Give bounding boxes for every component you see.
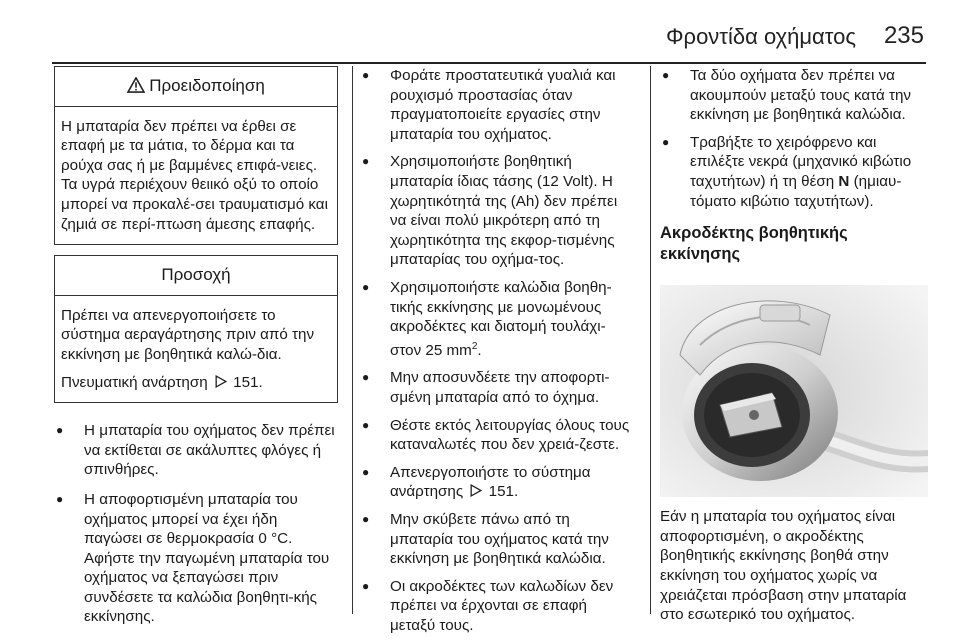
page-number: 235 — [883, 22, 924, 49]
warning-box-header — [55, 67, 337, 107]
jump-start-terminal-image — [660, 285, 928, 497]
list-item: ● Μην αποσυνδέετε την αποφορτι-σμένη μπαταρία από το όχημα. — [360, 368, 636, 407]
warning-box-text: Η μπαταρία δεν πρέπει να έρθει σε επαφή με τα μάτια, το δέρμα και τα ρούχα σας ή με βαμμένες επιφά-νειες. Τα υγρά περιέχουν θειικό οξύ το οποίο μπορεί να προκαλέ-σει τραυματισμό και ζημιά σε περί-πτωση άμεσης επαφής. — [61, 117, 328, 233]
list-item: ● Η αποφορτισμένη μπαταρία του οχήματος μπορεί να έχει ήδη παγώσει σε θερμοκρασία 0 °C. Αφήστε την παγωμένη μπαταρία του οχήματος να ξεπαγώσει πριν συνδέσετε τα καλώδια βοηθητι-κής εκκίνησης. — [54, 490, 338, 627]
bullet-list-right — [660, 66, 928, 211]
jump-start-terminal-icon — [660, 285, 928, 497]
column-middle — [360, 66, 636, 642]
list-item: ● Φοράτε προστατευτικά γυαλιά και ρουχισμό προστασίας όταν πραγματοποιείτε εργασίες στην μπαταρία του οχήματος. — [360, 66, 636, 144]
column-divider — [650, 66, 651, 614]
page-header — [0, 18, 960, 58]
cable-text: Χρησιμοποιήστε καλώδια βοηθη-τικής εκκίνησης με μονωμένους ακροδέκτες και διατομή τουλάχι-στον 25 mm — [390, 278, 612, 359]
list-item: ● Η μπαταρία του οχήματος δεν πρέπει να εκτίθεται σε ακάλυπτες φλόγες ή σπινθήρες. — [54, 421, 338, 480]
caution-box-reference — [61, 373, 329, 393]
list-item — [360, 278, 636, 360]
gear-text-before: Τραβήξτε το χειρόφρενο και επιλέξτε νεκρά (μηχανικό κιβώτιο ταχυτήτων) ή τη θέση — [690, 133, 912, 190]
disable-suspension-text: Απενεργοποιήστε το σύστημα ανάρτησης — [390, 463, 591, 501]
caution-box — [54, 255, 338, 403]
warning-box — [54, 66, 338, 245]
cable-superscript: 2 — [471, 340, 478, 352]
page-reference-icon — [214, 375, 227, 388]
cable-suffix: . — [477, 341, 482, 359]
disable-suspension-ref: 151. — [488, 483, 519, 501]
column-left — [54, 66, 338, 637]
caution-box-header: Προσοχή — [55, 256, 337, 296]
warning-box-title: Προειδοποίηση — [149, 76, 265, 95]
list-item: ● Οι ακροδέκτες των καλωδίων δεν πρέπει να έρχονται σε επαφή μεταξύ τους. — [360, 577, 636, 636]
bullet-list-left — [54, 421, 338, 627]
list-item: ● Τα δύο οχήματα δεν πρέπει να ακουμπούν μεταξύ τους κατά την εκκίνηση με βοηθητικά καλώδια. — [660, 66, 928, 125]
section-body: Εάν η μπαταρία του οχήματος είναι αποφορτισμένη, ο ακροδέκτης βοηθητικής εκκίνησης βοηθά στην εκκίνηση του οχήματος χωρίς να χρειάζεται πρόσβαση στην μπαταρία στο εσωτερικό του οχήματος. — [660, 508, 907, 624]
column-right — [660, 66, 928, 625]
caution-ref-page: 151. — [233, 373, 263, 391]
column-divider — [352, 66, 353, 614]
section-heading: Ακροδέκτης βοηθητικής εκκίνησης — [660, 224, 848, 264]
header-title: Φροντίδα οχήματος — [666, 24, 856, 49]
gear-n-bold: N — [838, 172, 850, 190]
warning-triangle-icon — [127, 77, 145, 93]
list-item — [360, 463, 636, 502]
caution-ref-label: Πνευματική ανάρτηση — [61, 373, 208, 391]
list-item: ● Χρησιμοποιήστε βοηθητική μπαταρία ίδιας τάσης (12 Volt). Η χωρητικότητά της (Ah) δεν πρέπει να είναι πολύ μικρότερη από τη χωρητικότητα της εκφορ-τισμένης μπαταρίας του οχήμα-τος. — [360, 152, 636, 270]
gear-text-after: (ημιαυ-τόματο κιβώτιο ταχυτήτων). — [690, 172, 902, 210]
page-reference-icon — [469, 484, 482, 497]
list-item: ● Μην σκύβετε πάνω από τη μπαταρία του οχήματος κατά την εκκίνηση με βοηθητικά καλώδια. — [360, 510, 636, 569]
list-item — [660, 133, 928, 211]
bullet-list-middle — [360, 66, 636, 636]
caution-box-text: Πρέπει να απενεργοποιήσετε το σύστημα αεραγάρτησης πριν από την εκκίνηση με βοηθητικά καλώ-δια. — [61, 306, 315, 363]
list-item: ● Θέστε εκτός λειτουργίας όλους τους καταναλωτές που δεν χρειά-ζεστε. — [360, 416, 636, 455]
header-rule — [52, 62, 926, 64]
